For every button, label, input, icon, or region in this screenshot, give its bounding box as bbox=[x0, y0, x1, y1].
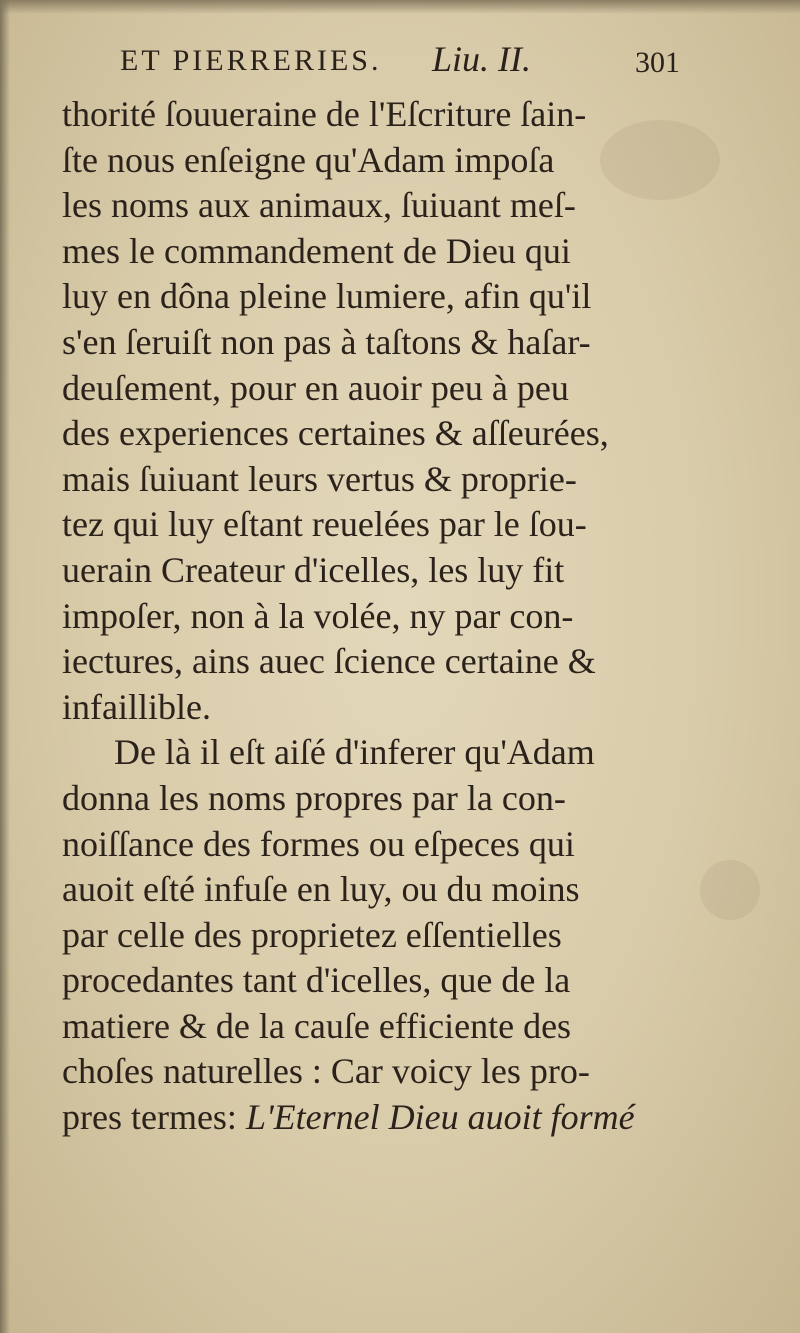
text-line: deuſement, pour en auoir peu à peu bbox=[62, 367, 569, 408]
text-line: s'en ſeruiſt non pas à taſtons & haſar- bbox=[62, 321, 591, 362]
text-line: par celle des proprietez eſſentielles bbox=[62, 914, 562, 955]
text-line: luy en dôna pleine lumiere, afin qu'il bbox=[62, 276, 592, 317]
last-line-italic-quote: L'Eternel Dieu auoit formé bbox=[245, 1097, 635, 1138]
book-number: Liu. II. bbox=[432, 39, 531, 79]
last-line-plain: pres termes: bbox=[62, 1097, 246, 1138]
text-line: noiſſance des formes ou eſpeces qui bbox=[62, 823, 575, 864]
text-line: impoſer, non à la volée, ny par con- bbox=[62, 595, 574, 636]
text-line: thorité ſouueraine de l'Eſcriture ſain- bbox=[62, 94, 587, 134]
text-line: tez qui luy eſtant reuelées par le ſou- bbox=[62, 504, 587, 545]
text-line: mais ſuiuant leurs vertus & proprie- bbox=[62, 458, 577, 499]
text-line: des experiences certaines & aſſeurées, bbox=[62, 413, 609, 454]
page-number: 301 bbox=[635, 46, 680, 79]
paragraph-start-line: De là il eſt aiſé d'inferer qu'Adam bbox=[114, 732, 595, 773]
running-header bbox=[120, 36, 680, 92]
page-edge-shadow-top bbox=[0, 0, 800, 14]
text-line: uerain Createur d'icelles, les luy fit bbox=[62, 549, 565, 590]
page-edge-shadow-left bbox=[0, 0, 10, 1333]
text-line: matiere & de la cauſe efficiente des bbox=[62, 1005, 572, 1046]
text-line: choſes naturelles : Car voicy les pro- bbox=[62, 1051, 590, 1092]
running-title: ET PIERRERIES. bbox=[120, 44, 382, 77]
text-line: auoit eſté infuſe en luy, ou du moins bbox=[62, 869, 580, 910]
body-text bbox=[62, 92, 682, 1141]
paper-stain bbox=[700, 860, 760, 920]
text-line: mes le commandement de Dieu qui bbox=[62, 230, 571, 271]
text-line: procedantes tant d'icelles, que de la bbox=[62, 960, 571, 1001]
text-line: donna les noms propres par la con- bbox=[62, 777, 566, 818]
text-line: ſte nous enſeigne qu'Adam impoſa bbox=[62, 139, 555, 180]
text-line: les noms aux animaux, ſuiuant meſ- bbox=[62, 185, 576, 226]
text-line: infaillible. bbox=[62, 686, 211, 727]
last-text-line bbox=[62, 1095, 682, 1141]
text-line: iectures, ains auec ſcience certaine & bbox=[62, 641, 596, 682]
